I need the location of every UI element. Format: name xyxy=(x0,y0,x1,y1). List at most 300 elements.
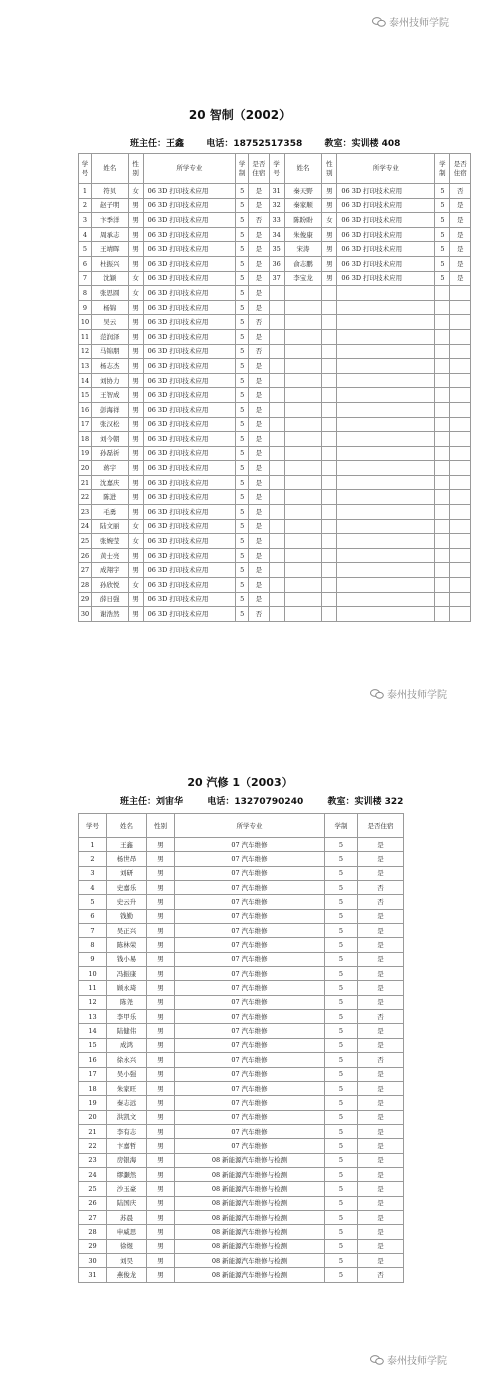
cell-name: 李甲乐 xyxy=(107,1010,147,1024)
cell-dorm: 是 xyxy=(358,924,404,938)
cell-major: 07 汽车维修 xyxy=(175,924,325,938)
cell-gender: 男 xyxy=(147,1210,175,1224)
cell-years: 5 xyxy=(325,938,358,952)
table-row xyxy=(79,1124,404,1138)
table-row xyxy=(79,417,471,432)
cell-dorm: 是 xyxy=(249,534,269,549)
cell-major: 06 3D 打印技术应用 xyxy=(337,227,435,242)
cell-major: 07 汽车维修 xyxy=(175,1038,325,1052)
cell-years: 5 xyxy=(236,607,249,622)
cell-dorm: 是 xyxy=(358,1096,404,1110)
cell-major: 07 汽车维修 xyxy=(175,981,325,995)
empty-cell xyxy=(284,286,322,301)
table-row xyxy=(79,548,471,563)
cell-gender: 男 xyxy=(322,198,337,213)
empty-cell xyxy=(284,402,322,417)
empty-cell xyxy=(337,286,435,301)
cell-id: 19 xyxy=(79,1096,107,1110)
cell-gender: 女 xyxy=(128,184,143,199)
cell-id: 31 xyxy=(79,1268,107,1282)
teacher-name: 王鑫 xyxy=(166,139,185,149)
cell-gender: 男 xyxy=(147,1081,175,1095)
cell-id: 24 xyxy=(79,519,92,534)
empty-cell xyxy=(450,417,471,432)
cell-id: 6 xyxy=(79,256,92,271)
cell-name: 顾永琦 xyxy=(107,981,147,995)
cell-gender: 男 xyxy=(128,446,143,461)
cell-id: 28 xyxy=(79,578,92,593)
cell-major: 06 3D 打印技术应用 xyxy=(337,271,435,286)
cell-dorm: 否 xyxy=(358,895,404,909)
cell-major: 06 3D 打印技术应用 xyxy=(337,198,435,213)
cell-name: 刘昊 xyxy=(107,1253,147,1267)
cell-years: 5 xyxy=(236,373,249,388)
cell-gender: 男 xyxy=(128,461,143,476)
cell-dorm: 是 xyxy=(358,909,404,923)
cell-years: 5 xyxy=(236,242,249,257)
cell-name: 成翔宇 xyxy=(91,563,128,578)
empty-cell xyxy=(269,344,284,359)
cell-id: 1 xyxy=(79,838,107,852)
cell-major: 07 汽车维修 xyxy=(175,995,325,1009)
empty-cell xyxy=(337,373,435,388)
empty-cell xyxy=(269,286,284,301)
table-row xyxy=(79,1253,404,1267)
cell-years: 5 xyxy=(325,1096,358,1110)
cell-years: 5 xyxy=(325,909,358,923)
table-row xyxy=(79,359,471,374)
cell-name: 卞嘉哲 xyxy=(107,1139,147,1153)
cell-dorm: 是 xyxy=(358,838,404,852)
cell-dorm: 是 xyxy=(249,461,269,476)
empty-cell xyxy=(269,388,284,403)
cell-name: 朱俊康 xyxy=(284,227,322,242)
empty-cell xyxy=(450,446,471,461)
cell-major: 06 3D 打印技术应用 xyxy=(143,286,236,301)
table-row xyxy=(79,1139,404,1153)
table-row xyxy=(79,256,471,271)
empty-cell xyxy=(450,607,471,622)
cell-id: 8 xyxy=(79,938,107,952)
empty-cell xyxy=(450,475,471,490)
empty-cell xyxy=(450,548,471,563)
cell-major: 07 汽车维修 xyxy=(175,1124,325,1138)
cell-gender: 男 xyxy=(147,1167,175,1181)
cell-gender: 男 xyxy=(128,402,143,417)
cell-years: 5 xyxy=(325,1110,358,1124)
cell-name: 杨志杰 xyxy=(91,359,128,374)
cell-gender: 男 xyxy=(147,1153,175,1167)
cell-id: 11 xyxy=(79,981,107,995)
table-row xyxy=(79,213,471,228)
cell-major: 06 3D 打印技术应用 xyxy=(143,198,236,213)
empty-cell xyxy=(337,315,435,330)
cell-major: 06 3D 打印技术应用 xyxy=(143,592,236,607)
empty-cell xyxy=(322,490,337,505)
cell-gender: 男 xyxy=(128,592,143,607)
cell-gender: 男 xyxy=(128,242,143,257)
cell-dorm: 是 xyxy=(358,852,404,866)
cell-id: 7 xyxy=(79,924,107,938)
cell-dorm: 是 xyxy=(358,938,404,952)
cell-dorm: 是 xyxy=(249,563,269,578)
cell-name: 张思圆 xyxy=(91,286,128,301)
cell-id: 10 xyxy=(79,967,107,981)
empty-cell xyxy=(322,505,337,520)
cell-years: 5 xyxy=(236,548,249,563)
cell-dorm: 是 xyxy=(249,490,269,505)
table-header-row xyxy=(79,154,471,184)
empty-cell xyxy=(337,607,435,622)
cell-years: 5 xyxy=(236,402,249,417)
cell-major: 07 汽车维修 xyxy=(175,895,325,909)
table-row xyxy=(79,967,404,981)
cell-years: 5 xyxy=(325,1239,358,1253)
cell-name: 申威思 xyxy=(107,1225,147,1239)
cell-gender: 男 xyxy=(128,475,143,490)
cell-gender: 男 xyxy=(128,563,143,578)
cell-id: 27 xyxy=(79,563,92,578)
empty-cell xyxy=(337,578,435,593)
empty-cell xyxy=(269,505,284,520)
cell-name: 张汉松 xyxy=(91,417,128,432)
cell-gender: 男 xyxy=(147,895,175,909)
empty-cell xyxy=(450,519,471,534)
cell-dorm: 否 xyxy=(450,184,471,199)
cell-name: 范润泽 xyxy=(91,329,128,344)
cell-gender: 男 xyxy=(147,1253,175,1267)
cell-years: 5 xyxy=(236,417,249,432)
student-table-2 xyxy=(78,813,404,1283)
cell-gender: 男 xyxy=(147,838,175,852)
cell-gender: 男 xyxy=(147,995,175,1009)
cell-name: 房银海 xyxy=(107,1153,147,1167)
table-row xyxy=(79,198,471,213)
cell-id: 17 xyxy=(79,417,92,432)
empty-cell xyxy=(269,373,284,388)
cell-major: 06 3D 打印技术应用 xyxy=(337,256,435,271)
empty-cell xyxy=(269,519,284,534)
cell-major: 06 3D 打印技术应用 xyxy=(143,388,236,403)
cell-name: 冯振康 xyxy=(107,967,147,981)
header-name: 姓名 xyxy=(284,154,322,184)
wechat-icon xyxy=(370,1355,384,1365)
empty-cell xyxy=(337,432,435,447)
cell-id: 13 xyxy=(79,359,92,374)
cell-dorm: 否 xyxy=(249,315,269,330)
cell-major: 07 汽车维修 xyxy=(175,1110,325,1124)
cell-gender: 男 xyxy=(147,981,175,995)
header-major: 所学专业 xyxy=(143,154,236,184)
empty-cell xyxy=(269,490,284,505)
empty-cell xyxy=(435,534,450,549)
cell-gender: 男 xyxy=(128,373,143,388)
empty-cell xyxy=(450,315,471,330)
table-row xyxy=(79,286,471,301)
cell-years: 5 xyxy=(236,534,249,549)
table-row xyxy=(79,184,471,199)
cell-dorm: 是 xyxy=(249,373,269,388)
empty-cell xyxy=(337,475,435,490)
cell-dorm: 是 xyxy=(249,271,269,286)
cell-major: 06 3D 打印技术应用 xyxy=(143,329,236,344)
watermark-bottom xyxy=(370,1352,447,1367)
cell-id: 16 xyxy=(79,1053,107,1067)
cell-name: 秦天野 xyxy=(284,184,322,199)
table-row xyxy=(79,329,471,344)
cell-gender: 男 xyxy=(147,924,175,938)
cell-name: 李有志 xyxy=(107,1124,147,1138)
cell-id: 27 xyxy=(79,1210,107,1224)
phone-number: 13270790240 xyxy=(234,797,304,807)
empty-cell xyxy=(322,548,337,563)
cell-major: 07 汽车维修 xyxy=(175,909,325,923)
cell-gender: 男 xyxy=(147,938,175,952)
cell-id: 3 xyxy=(79,213,92,228)
empty-cell xyxy=(435,402,450,417)
cell-major: 08 新能源汽车维修与检测 xyxy=(175,1196,325,1210)
cell-id: 19 xyxy=(79,446,92,461)
table-row xyxy=(79,373,471,388)
table-row xyxy=(79,1268,404,1282)
cell-major: 07 汽车维修 xyxy=(175,852,325,866)
cell-major: 07 汽车维修 xyxy=(175,1139,325,1153)
empty-cell xyxy=(269,592,284,607)
table-row xyxy=(79,490,471,505)
cell-gender: 男 xyxy=(128,198,143,213)
cell-dorm: 是 xyxy=(358,1153,404,1167)
table-row xyxy=(79,402,471,417)
cell-id: 22 xyxy=(79,1139,107,1153)
cell-id: 16 xyxy=(79,402,92,417)
cell-name: 钱小易 xyxy=(107,952,147,966)
header-id: 学号 xyxy=(269,154,284,184)
cell-dorm: 是 xyxy=(358,1067,404,1081)
cell-major: 06 3D 打印技术应用 xyxy=(143,461,236,476)
cell-major: 06 3D 打印技术应用 xyxy=(337,242,435,257)
cell-name: 陈尧 xyxy=(107,995,147,1009)
table-row xyxy=(79,852,404,866)
cell-years: 5 xyxy=(325,1081,358,1095)
cell-id: 2 xyxy=(79,852,107,866)
cell-years: 5 xyxy=(325,1139,358,1153)
cell-dorm: 是 xyxy=(358,1196,404,1210)
empty-cell xyxy=(435,432,450,447)
empty-cell xyxy=(337,344,435,359)
cell-name: 陈盼盼 xyxy=(284,213,322,228)
cell-gender: 男 xyxy=(128,227,143,242)
cell-years: 5 xyxy=(435,213,450,228)
cell-gender: 男 xyxy=(128,315,143,330)
cell-years: 5 xyxy=(325,924,358,938)
empty-cell xyxy=(322,592,337,607)
cell-dorm: 是 xyxy=(358,1139,404,1153)
cell-dorm: 否 xyxy=(358,1010,404,1024)
cell-dorm: 否 xyxy=(358,1053,404,1067)
empty-cell xyxy=(322,344,337,359)
cell-id: 20 xyxy=(79,1110,107,1124)
cell-id: 6 xyxy=(79,909,107,923)
cell-name: 史嘉乐 xyxy=(107,881,147,895)
cell-major: 06 3D 打印技术应用 xyxy=(143,227,236,242)
cell-major: 07 汽车维修 xyxy=(175,938,325,952)
cell-years: 5 xyxy=(325,852,358,866)
cell-id: 21 xyxy=(79,1124,107,1138)
cell-id: 5 xyxy=(79,242,92,257)
cell-id: 13 xyxy=(79,1010,107,1024)
cell-id: 12 xyxy=(79,995,107,1009)
cell-name: 俞志鹏 xyxy=(284,256,322,271)
cell-id: 9 xyxy=(79,952,107,966)
cell-gender: 男 xyxy=(147,909,175,923)
teacher-label: 班主任： xyxy=(120,797,157,807)
cell-dorm: 是 xyxy=(358,995,404,1009)
cell-gender: 男 xyxy=(322,227,337,242)
cell-id: 15 xyxy=(79,1038,107,1052)
cell-years: 5 xyxy=(325,1124,358,1138)
empty-cell xyxy=(450,300,471,315)
empty-cell xyxy=(269,359,284,374)
cell-dorm: 是 xyxy=(450,198,471,213)
empty-cell xyxy=(269,315,284,330)
cell-gender: 男 xyxy=(128,417,143,432)
cell-years: 5 xyxy=(236,198,249,213)
cell-gender: 男 xyxy=(128,256,143,271)
cell-years: 5 xyxy=(236,329,249,344)
table-row xyxy=(79,505,471,520)
empty-cell xyxy=(284,388,322,403)
cell-id: 29 xyxy=(79,592,92,607)
cell-id: 4 xyxy=(79,881,107,895)
cell-id: 28 xyxy=(79,1225,107,1239)
cell-name: 史云升 xyxy=(107,895,147,909)
cell-years: 5 xyxy=(236,432,249,447)
table-row xyxy=(79,1225,404,1239)
cell-id: 25 xyxy=(79,534,92,549)
cell-id: 22 xyxy=(79,490,92,505)
cell-major: 06 3D 打印技术应用 xyxy=(143,563,236,578)
room-value: 实训楼 408 xyxy=(351,139,401,149)
cell-gender: 男 xyxy=(147,852,175,866)
cell-years: 5 xyxy=(325,1024,358,1038)
cell-id: 5 xyxy=(79,895,107,909)
empty-cell xyxy=(435,446,450,461)
cell-major: 06 3D 打印技术应用 xyxy=(143,300,236,315)
cell-major: 06 3D 打印技术应用 xyxy=(143,446,236,461)
empty-cell xyxy=(322,519,337,534)
cell-dorm: 是 xyxy=(450,213,471,228)
empty-cell xyxy=(435,607,450,622)
watermark-text: 泰州技师学院 xyxy=(387,1356,447,1367)
cell-id: 29 xyxy=(79,1239,107,1253)
cell-major: 07 汽车维修 xyxy=(175,1096,325,1110)
empty-cell xyxy=(269,300,284,315)
cell-dorm: 是 xyxy=(358,1239,404,1253)
table-row xyxy=(79,607,471,622)
empty-cell xyxy=(337,519,435,534)
empty-cell xyxy=(435,286,450,301)
cell-name: 秦家顺 xyxy=(284,198,322,213)
cell-years: 5 xyxy=(325,1225,358,1239)
table-row xyxy=(79,895,404,909)
table-row xyxy=(79,1024,404,1038)
cell-name: 杨锦 xyxy=(91,300,128,315)
room-value: 实训楼 322 xyxy=(354,797,404,807)
cell-major: 06 3D 打印技术应用 xyxy=(143,213,236,228)
cell-name: 孙欣悦 xyxy=(91,578,128,593)
empty-cell xyxy=(435,505,450,520)
cell-years: 5 xyxy=(325,967,358,981)
cell-id: 3 xyxy=(79,866,107,880)
table-row xyxy=(79,300,471,315)
table-row xyxy=(79,866,404,880)
watermark-text: 泰州技师学院 xyxy=(389,18,449,29)
cell-years: 5 xyxy=(325,866,358,880)
empty-cell xyxy=(337,329,435,344)
phone-label: 电话： xyxy=(206,139,234,149)
table-row xyxy=(79,461,471,476)
cell-id: 33 xyxy=(269,213,284,228)
header-years: 学制 xyxy=(325,814,358,838)
empty-cell xyxy=(284,461,322,476)
cell-name: 吴云 xyxy=(91,315,128,330)
cell-years: 5 xyxy=(236,271,249,286)
cell-years: 5 xyxy=(236,184,249,199)
empty-cell xyxy=(435,417,450,432)
header-id: 学号 xyxy=(79,814,107,838)
table-row xyxy=(79,952,404,966)
header-dorm: 是否住宿 xyxy=(358,814,404,838)
table-row xyxy=(79,271,471,286)
cell-id: 23 xyxy=(79,505,92,520)
header-dorm: 是否住宿 xyxy=(450,154,471,184)
empty-cell xyxy=(269,417,284,432)
cell-gender: 女 xyxy=(322,213,337,228)
cell-dorm: 否 xyxy=(358,1268,404,1282)
header-dorm: 是否住宿 xyxy=(249,154,269,184)
empty-cell xyxy=(435,578,450,593)
cell-name: 谢浩然 xyxy=(91,607,128,622)
empty-cell xyxy=(284,475,322,490)
cell-id: 31 xyxy=(269,184,284,199)
empty-cell xyxy=(269,432,284,447)
empty-cell xyxy=(284,519,322,534)
empty-cell xyxy=(322,417,337,432)
cell-major: 06 3D 打印技术应用 xyxy=(143,475,236,490)
cell-gender: 男 xyxy=(128,388,143,403)
empty-cell xyxy=(269,461,284,476)
cell-major: 06 3D 打印技术应用 xyxy=(337,213,435,228)
cell-major: 06 3D 打印技术应用 xyxy=(143,344,236,359)
empty-cell xyxy=(322,373,337,388)
header-name: 姓名 xyxy=(91,154,128,184)
cell-gender: 女 xyxy=(128,578,143,593)
cell-gender: 男 xyxy=(128,505,143,520)
cell-gender: 男 xyxy=(322,271,337,286)
cell-name: 张婉莹 xyxy=(91,534,128,549)
cell-years: 5 xyxy=(435,256,450,271)
cell-major: 06 3D 打印技术应用 xyxy=(143,519,236,534)
table-row xyxy=(79,563,471,578)
empty-cell xyxy=(284,329,322,344)
cell-dorm: 是 xyxy=(358,866,404,880)
cell-major: 06 3D 打印技术应用 xyxy=(143,359,236,374)
header-major: 所学专业 xyxy=(337,154,435,184)
cell-id: 26 xyxy=(79,1196,107,1210)
cell-years: 5 xyxy=(236,286,249,301)
cell-gender: 男 xyxy=(147,1124,175,1138)
cell-major: 08 新能源汽车维修与检测 xyxy=(175,1153,325,1167)
